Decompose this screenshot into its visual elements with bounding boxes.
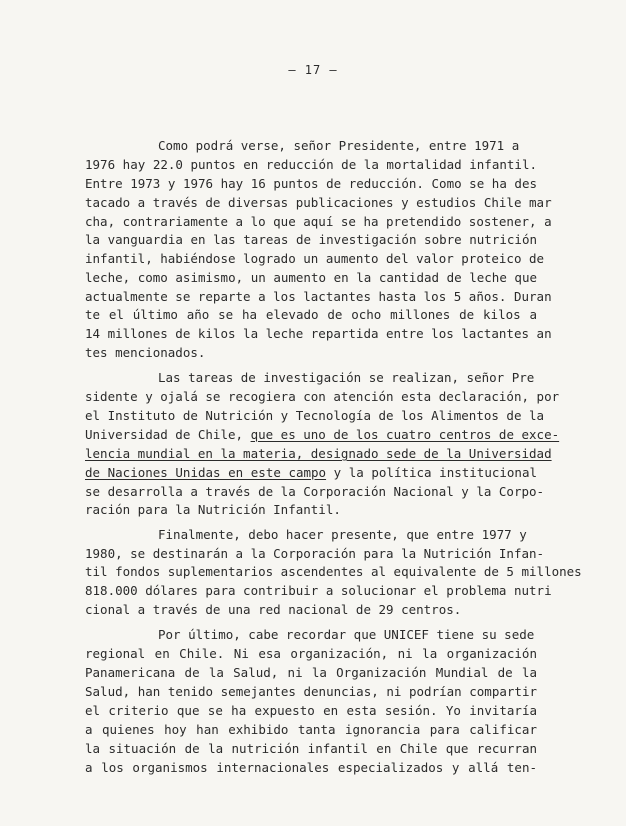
text-line: Finalmente, debo hacer presente, que entre 1977 y <box>158 527 527 542</box>
text-line: tacado a través de diversas publicaciones y estudios Chile mar <box>85 195 552 210</box>
line-prefix: Universidad de Chile, <box>85 427 251 442</box>
text-line: leche, como asimismo, un aumento en la cantidad de leche que <box>85 270 537 285</box>
text-line: ración para la Nutrición Infantil. <box>85 502 341 517</box>
text-line <box>85 446 552 462</box>
text-line: Como podrá verse, señor Presidente, entre 1971 a <box>158 138 520 153</box>
text-line: sidente y ojalá se recogiera con atención esta declaración, por <box>85 389 560 404</box>
underlined-text: de Naciones Unidas en este campo <box>85 465 327 480</box>
text-line: la vanguardia en las tareas de investigación sobre nutrición <box>85 232 537 247</box>
text-line: el Instituto de Nutrición y Tecnología de los Alimentos de la <box>85 408 545 423</box>
text-line: 818.000 dólares para contribuir a solucionar el problema nutri <box>85 583 552 598</box>
text-line: tes mencionados. <box>85 345 206 360</box>
text-line: a quienes hoy han exhibido tanta ignorancia para calificar <box>85 722 537 737</box>
text-line: Panamericana de la Salud, ni la Organización Mundial de la <box>85 665 537 680</box>
text-line <box>85 465 537 481</box>
page-number: — 17 — <box>288 63 338 77</box>
text-line: regional en Chile. Ni esa organización, ni la organización <box>85 646 537 661</box>
text-line: la situación de la nutrición infantil en Chile que recurran <box>85 741 537 756</box>
text-line <box>85 427 560 443</box>
text-line: Salud, han tenido semejantes denuncias, ni podrían compartir <box>85 684 537 699</box>
text-line: cha, contrariamente a lo que aquí se ha pretendido sostener, a <box>85 214 552 229</box>
text-line: Por último, cabe recordar que UNICEF tiene su sede <box>158 627 535 642</box>
text-line: til fondos suplementarios ascendentes al equivalente de 5 millones <box>85 564 582 579</box>
text-line: infantil, habiéndose logrado un aumento del valor proteico de <box>85 251 545 266</box>
line-suffix: y la política institucional <box>326 465 537 480</box>
text-line: 14 millones de kilos la leche repartida entre los lactantes an <box>85 326 552 341</box>
text-line: Las tareas de investigación se realizan, señor Pre <box>158 370 535 385</box>
text-line: se desarrolla a través de la Corporación Nacional y la Corpo- <box>85 484 545 499</box>
text-line: Entre 1973 y 1976 hay 16 puntos de reducción. Como se ha des <box>85 176 537 191</box>
text-line: cional a través de una red nacional de 29 centros. <box>85 602 462 617</box>
underlined-text: lencia mundial en la materia, designado sede de la Universidad <box>85 446 552 461</box>
underlined-text: que es uno de los cuatro centros de exce- <box>250 427 560 442</box>
text-line: te el último año se ha elevado de ocho millones de kilos a <box>85 307 537 322</box>
text-line: 1976 hay 22.0 puntos en reducción de la mortalidad infantil. <box>85 157 537 172</box>
text-line: actualmente se reparte a los lactantes hasta los 5 años. Duran <box>85 289 552 304</box>
text-line: a los organismos internacionales especializados y allá ten- <box>85 760 537 775</box>
text-line: 1980, se destinarán a la Corporación para la Nutrición Infan- <box>85 546 545 561</box>
text-line: el criterio que se ha expuesto en esta sesión. Yo invitaría <box>85 703 537 718</box>
